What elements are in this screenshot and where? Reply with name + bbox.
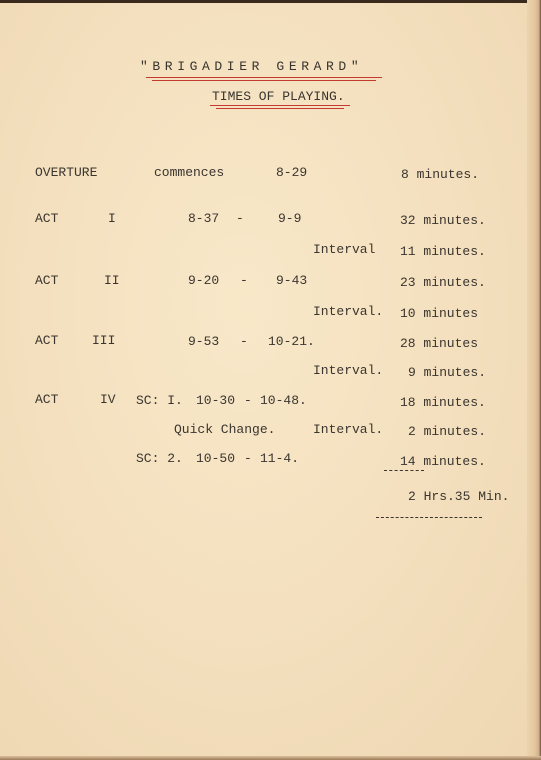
sc2-dash: - <box>244 451 252 466</box>
act3-dash: - <box>240 334 248 349</box>
act3-start-time: 9-53 <box>188 334 220 349</box>
subtitle-red-underline-1 <box>210 105 350 106</box>
act2-dash: - <box>240 273 248 288</box>
sc2-end-time: 11-4. <box>260 451 300 466</box>
page-bottom-edge <box>0 756 541 760</box>
act1-start-time: 8-37 <box>188 211 220 226</box>
act2-label: ACT <box>35 273 59 288</box>
interval3-label: Interval. <box>313 363 384 378</box>
interval2-label: Interval. <box>313 304 384 319</box>
act1-label: ACT <box>35 211 59 226</box>
quick-change-duration: 2 minutes. <box>408 424 487 439</box>
total-duration: 2 Hrs.35 Min. <box>408 489 510 504</box>
act2-numeral: II <box>104 273 120 288</box>
act4-label: ACT <box>35 392 59 407</box>
act1-duration: 32 minutes. <box>400 213 486 228</box>
act1-dash: - <box>236 211 244 226</box>
document-subtitle: TIMES OF PLAYING. <box>212 89 345 104</box>
interval2-duration: 10 minutes <box>400 306 479 321</box>
title-red-underline-1 <box>146 77 382 78</box>
interval3-duration: 9 minutes. <box>408 365 487 380</box>
act2-duration: 23 minutes. <box>400 275 486 290</box>
quick-change-interval: Interval. <box>313 422 384 437</box>
act3-end-time: 10-21. <box>268 334 315 349</box>
act1-numeral: I <box>108 211 116 226</box>
act3-duration: 28 minutes <box>400 336 479 351</box>
act4-duration: 18 minutes. <box>400 395 486 410</box>
quick-change-label: Quick Change. <box>174 422 276 437</box>
act4-dash: - <box>244 393 252 408</box>
act4-scene: SC: I. <box>136 393 183 408</box>
act2-end-time: 9-43 <box>276 273 308 288</box>
overture-duration: 8 minutes. <box>401 167 480 182</box>
sc2-start-time: 10-50 <box>196 451 236 466</box>
sc2-duration: 14 minutes. <box>400 454 486 469</box>
act3-label: ACT <box>35 333 59 348</box>
page-top-edge <box>0 0 541 3</box>
act2-start-time: 9-20 <box>188 273 220 288</box>
interval1-duration: 11 minutes. <box>400 244 486 259</box>
act4-numeral: IV <box>100 392 116 407</box>
title-red-underline-2 <box>152 80 376 81</box>
page-right-edge <box>527 0 541 760</box>
act4-start-time: 10-30 <box>196 393 236 408</box>
overture-label: OVERTURE <box>35 165 98 180</box>
sc2-scene: SC: 2. <box>136 451 183 466</box>
subtotal-rule <box>384 470 424 471</box>
total-rule <box>376 517 482 518</box>
act3-numeral: III <box>92 333 116 348</box>
subtitle-red-underline-2 <box>216 108 344 109</box>
overture-start-time: 8-29 <box>276 165 308 180</box>
interval1-label: Interval <box>313 242 376 257</box>
document-title: "BRIGADIER GERARD" <box>140 59 364 74</box>
overture-commences: commences <box>154 165 225 180</box>
act1-end-time: 9-9 <box>278 211 302 226</box>
act4-end-time: 10-48. <box>260 393 307 408</box>
